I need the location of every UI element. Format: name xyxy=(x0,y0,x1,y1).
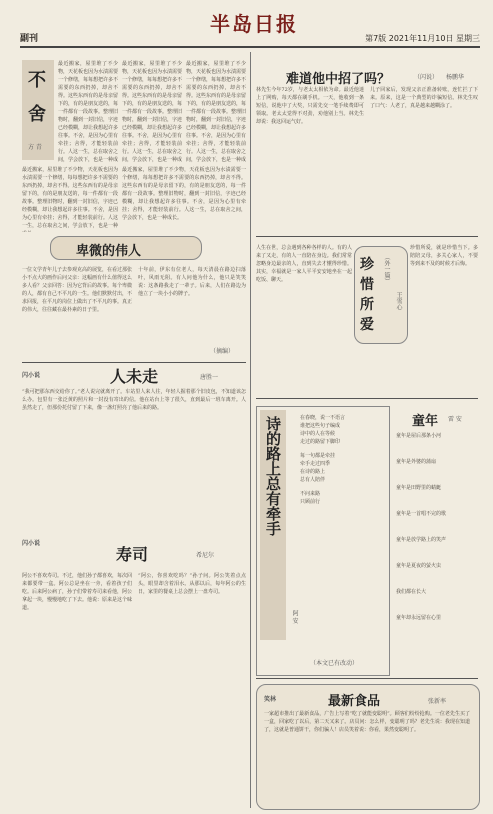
bushe-author: 方 青 xyxy=(28,144,42,151)
shousi-tag: 闪小说 xyxy=(22,540,41,547)
bushe-body-col5: 最近搬家，屋里堆了不少物，天花板也因为水渍需要一个修缮，每每想把许多不需要的东西扔掉，却舍不得。这些东西有的是母亲留下的，有的是朋友送的，每一件都有一段故事。整理旧物时，翻到一封旧信，字迹已经模糊，却让我想起许多往事。不舍，是因为心里有牵挂；舍得，才能轻装前行。人这一生，总在取舍之间，学会放下，也是一种成长。 xyxy=(122,167,246,221)
zhenxi-subtitle: （外一篇） xyxy=(383,254,390,284)
poem-title: 诗的路上总有牵手 xyxy=(264,416,282,536)
shousi-title: 寿司 xyxy=(116,545,149,564)
divider xyxy=(256,236,478,237)
zhongjiang-title: 难道他中招了吗？ xyxy=(286,72,391,87)
poem-line: 不问来路 xyxy=(300,491,321,497)
shousi-body-col2: “阿公，你喜欢吃吗？”孙子问。阿公笑着点点头，眼里却含着泪水。从那以后，每年阿公的生日，家里的餐桌上总会摆上一盘寿司。 xyxy=(138,573,246,595)
shipin-tag: 笑林 xyxy=(264,696,277,703)
tongnian-line: 我们都在长大 xyxy=(396,589,427,595)
zhongjiang-tag: （闪说） xyxy=(414,74,439,81)
poem-line: 在春晓，说一不语言 xyxy=(300,415,346,421)
section-label: 副刊 xyxy=(20,34,39,44)
poem-line: 每一句都是牵挂 xyxy=(300,453,336,459)
bushe-title-char-1: 不 xyxy=(28,70,46,91)
weida-body-col2: 十年前，伊东有位老人，每天清晨在路边扫落叶，风雨无阻。有人问他为什么，他只是笑笑说：这条路我走了一辈子。后来，人们在路边为他立了一块小小的牌子。 xyxy=(138,267,246,297)
masthead xyxy=(20,6,480,48)
poem-line: 牵手走过四季 xyxy=(300,461,331,467)
bushe-body-col4: 最近搬家，屋里堆了不少物，天花板也因为水渍需要一个修缮，每每想把许多不需要的东西扔掉，却舍不得。这些东西有的是母亲留下的，有的是朋友送的，每一件都有一段故事。整理旧物时，翻到一封旧信，字迹已经模糊，却让我想起许多往事。不舍，是因为心里有牵挂；舍得，才能轻装前行。人这一生，总在取舍之间，学会放下，也是一种 xyxy=(22,167,118,229)
poem-lines xyxy=(300,414,384,506)
renzou-author: 唐胜一 xyxy=(200,374,219,381)
tongnian-title: 童年 xyxy=(412,414,439,429)
weida-footer: （摘编） xyxy=(210,348,235,355)
zhenxi-body-col1: 人生在世，总会遇到各种各样的人。有的人来了又走，有的人一直陪在身边。我们常常忽略身边最亲的人，直到失去才懂得珍惜。其实，幸福就是一家人平平安安地坐在一起吃饭、聊天。 xyxy=(256,245,352,283)
poem-footer: （本文已有改动） xyxy=(310,660,359,667)
shipin-title: 最新食品 xyxy=(328,694,381,709)
zhongjiang-body-col2: 儿子回家后，发现父亲正准备转账，连忙拦了下来。原来，这是一个典型的诈骗短信。林先生叹了口气：人老了，真是越来越糊涂了。 xyxy=(370,87,478,109)
bushe-body-col2: 最近搬家，屋里堆了不少物，天花板也因为水渍需要一个修缮，每每想把许多不需要的东西扔掉，却舍不得。这些东西有的是母亲留下的，有的是朋友送的，每一件都有一段故事。整理旧物时，翻到一封旧信，字迹已经模糊，却让我想起许多往事。不舍，是因为心里有牵挂；舍得，才能轻装前行。人这一生，总在取舍之间，学会放下，也是一种成 xyxy=(122,61,182,163)
bushe-body-col1: 最近搬家，屋里堆了不少物，天花板也因为水渍需要一个修缮，每每想把许多不需要的东西扔掉，却舍不得。这些东西有的是母亲留下的，有的是朋友送的，每一件都有一段故事。整理旧物时，翻到一封旧信，字迹已经模糊，却让我想起许多往事。不舍，是因为心里有牵挂；舍得，才能轻装前行。人这一生，总在取舍之间，学会放下，也是一种成 xyxy=(58,61,118,163)
renzou-body: “我可把那东西交给你了。”老人说完就离开了。车站里人来人往，年轻人握着那个旧皮包，不知道该怎么办。包里有一张泛黄的照片和一封没有寄出的信。他在站台上等了很久，直到最后一班车离开。人虽然走了，但那份托付留了下来，像一盏灯照亮了他后来的路。 xyxy=(22,389,246,411)
poem-line: 走过的路留下脚印 xyxy=(300,439,341,445)
divider xyxy=(22,362,246,363)
weida-title: 卑微的伟人 xyxy=(76,244,142,259)
shipin-body: 一家超市推出了最新食品，广告上写着“吃了就能变聪明”。顾客们纷纷抢购。一位老先生买了一盒，回家吃了以后，第二天又来了。店员问：怎么样，变聪明了吗？老先生说：我现在知道了，这就是普通饼干，你们骗人！店员笑着说：你看，果然变聪明了。 xyxy=(264,711,470,733)
tongnian-line: 童年是放学路上的笑声 xyxy=(396,537,447,543)
zhenxi-title-char-2: 惜 xyxy=(360,277,374,293)
shipin-author: 张新率 xyxy=(428,698,447,705)
divider xyxy=(256,398,478,399)
shousi-body-col1: 阿公不喜欢寿司。不过，他们孙子都喜欢，每次回来都要带一盒。阿公总是坐在一旁，看着孩子们吃。后来阿公病了，孙子们带着寿司来看他，阿公拿起一块，慢慢地吃了下去。他说：原来是这个味道。 xyxy=(22,573,132,611)
tongnian-line: 童年是外婆的蒲扇 xyxy=(396,459,437,465)
zhenxi-title-char-1: 珍 xyxy=(360,257,374,273)
zhenxi-body-col2: 珍惜所爱，就是珍惜当下。多陪陪父母，多关心家人，不要等到来不及的时候才后悔。 xyxy=(410,245,478,267)
shousi-author: 希尼尔 xyxy=(196,552,215,559)
tongnian-lines xyxy=(396,432,478,622)
zhenxi-author: 王雪心 xyxy=(395,292,402,310)
page-info: 第7版 2021年11月10日 星期三 xyxy=(365,34,480,43)
bushe-title-char-2: 舍 xyxy=(28,104,46,125)
zhongjiang-body-col1: 林先生今年72岁，与老太太相依为命。最近他迷上了网购，每天都在刷手机。一天，他收到一条短信，说他中了大奖，只需先交一笔手续费即可领取。老太太觉得不对劲，劝他别上当。林先生却说：我这回运气好。 xyxy=(256,87,364,125)
tongnian-line: 童年是田野里的蜻蜓 xyxy=(396,485,442,491)
poem-line: 谁把这些句子编成 xyxy=(300,423,341,429)
poem-line: 诗中的人在等候 xyxy=(300,431,336,437)
poem-line: 总有人陪伴 xyxy=(300,477,326,483)
column-divider xyxy=(250,52,251,808)
zhenxi-title-char-4: 爱 xyxy=(360,317,374,333)
tongnian-line: 童年却永远留在心里 xyxy=(396,615,442,621)
weida-body-col1: 一位文学青年儿子去参观克高的展览，在看过那张小不点大的画作后问父亲：这幅画有什么值得这么多人看？父亲回答：因为它背后的故事。每个卑微的人，都有自己不平凡的一生。他们默默付出，不求回报，在平凡的岗位上做出了不平凡的事。真正的伟大，往往藏在最朴素的日子里。 xyxy=(22,267,132,313)
divider xyxy=(256,678,478,679)
bushe-body-col3: 最近搬家，屋里堆了不少物，天花板也因为水渍需要一个修缮，每每想把许多不需要的东西扔掉，却舍不得。这些东西有的是母亲留下的，有的是朋友送的，每一件都有一段故事。整理旧物时，翻到一封旧信，字迹已经模糊，却让我想起许多往事。不舍，是因为心里有牵挂；舍得，才能轻装前行。人这一生，总在取舍之间，学会放下，也是一种成 xyxy=(186,61,246,163)
poem-line: 只顾前行 xyxy=(300,499,321,505)
tongnian-author: 雷 安 xyxy=(448,416,462,423)
poem-author: 阿 安 xyxy=(291,610,298,624)
renzou-title: 人未走 xyxy=(110,367,159,386)
zhenxi-title-char-3: 所 xyxy=(360,297,374,313)
zhongjiang-author: 杨鹏华 xyxy=(446,74,465,81)
poem-line: 在诗的路上 xyxy=(300,469,326,475)
renzou-tag: 闪小说 xyxy=(22,372,41,379)
newspaper-logo: 半岛日报 xyxy=(210,12,298,36)
tongnian-line: 童年是夏夜的萤火虫 xyxy=(396,563,442,569)
tongnian-line: 童年是屋后那条小河 xyxy=(396,433,442,439)
tongnian-line: 童年是一首唱不完的歌 xyxy=(396,511,447,517)
